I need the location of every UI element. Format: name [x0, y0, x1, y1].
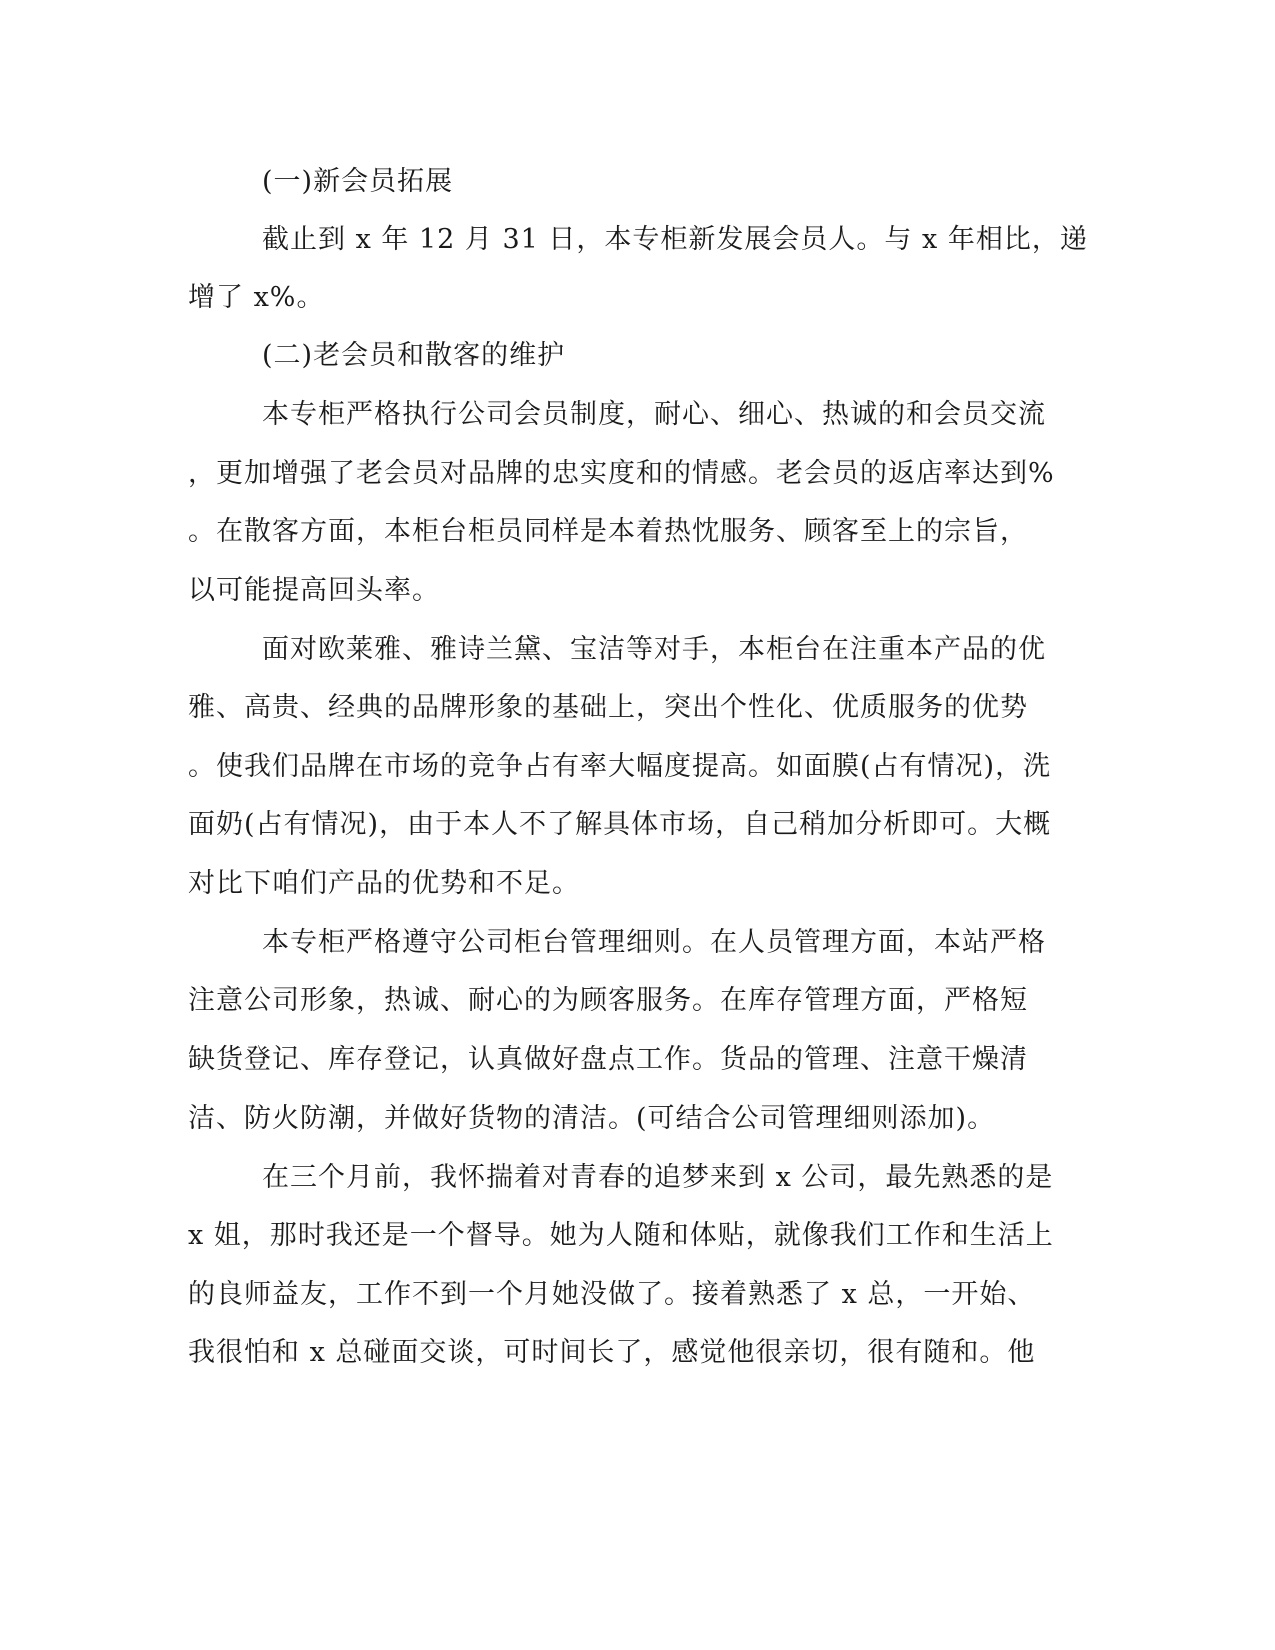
text-line: 。使我们品牌在市场的竞争占有率大幅度提高。如面膜(占有情况)，洗 — [188, 751, 1052, 782]
text-line: 。在散客方面，本柜台柜员同样是本着热忱服务、顾客至上的宗旨， — [188, 516, 1028, 547]
text-line: 洁、防火防潮，并做好货物的清洁。(可结合公司管理细则添加)。 — [188, 1103, 996, 1134]
text-line: 增了 x%。 — [188, 282, 325, 313]
text-line: 缺货登记、库存登记，认真做好盘点工作。货品的管理、注意干燥清 — [188, 1044, 1028, 1075]
text-line: ，更加增强了老会员对品牌的忠实度和的情感。老会员的返店率达到% — [188, 458, 1055, 489]
text-line: 的良师益友，工作不到一个月她没做了。接着熟悉了 x 总，一开始、 — [188, 1279, 1036, 1310]
text-line: 面对欧莱雅、雅诗兰黛、宝洁等对手，本柜台在注重本产品的优 — [262, 634, 1046, 665]
text-line: 本专柜严格遵守公司柜台管理细则。在人员管理方面，本站严格 — [262, 927, 1046, 958]
heading-old-member-maintenance: (二)老会员和散客的维护 — [262, 340, 566, 371]
text-line: 我很怕和 x 总碰面交谈，可时间长了，感觉他很亲切，很有随和。他 — [188, 1337, 1036, 1368]
text-line: 对比下咱们产品的优势和不足。 — [188, 868, 580, 899]
text-line: 截止到 x 年 12 月 31 日，本专柜新发展会员人。与 x 年相比，递 — [262, 224, 1088, 255]
text-line: 本专柜严格执行公司会员制度，耐心、细心、热诚的和会员交流 — [262, 399, 1046, 430]
heading-new-member-expansion: (一)新会员拓展 — [262, 166, 454, 197]
text-line: 在三个月前，我怀揣着对青春的追梦来到 x 公司，最先熟悉的是 — [262, 1162, 1054, 1193]
text-line: 雅、高贵、经典的品牌形象的基础上，突出个性化、优质服务的优势 — [188, 692, 1028, 723]
text-line: 面奶(占有情况)，由于本人不了解具体市场，自己稍加分析即可。大概 — [188, 809, 1052, 840]
text-line: x 姐，那时我还是一个督导。她为人随和体贴，就像我们工作和生活上 — [188, 1220, 1054, 1251]
text-line: 以可能提高回头率。 — [188, 575, 440, 606]
text-line: 注意公司形象，热诚、耐心的为顾客服务。在库存管理方面，严格短 — [188, 985, 1028, 1016]
